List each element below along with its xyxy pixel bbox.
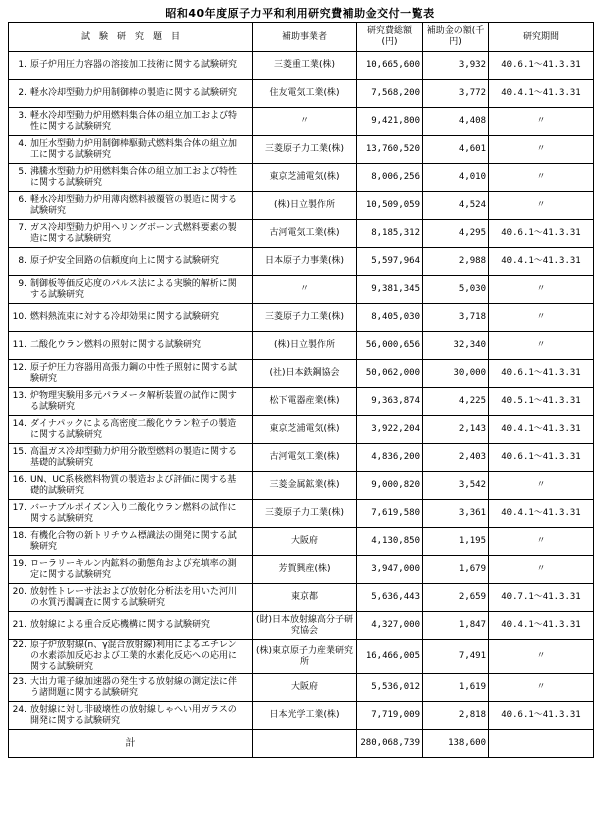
- row-cost: 5,636,443: [357, 584, 423, 612]
- row-title: ローラリーキルン内鉱料の動態角および充填率の測定に関する試験研究: [30, 558, 237, 580]
- row-amount: 4,601: [423, 136, 489, 164]
- row-title-cell: [9, 584, 253, 612]
- table-row: [9, 472, 594, 500]
- row-title-cell: [9, 388, 253, 416]
- row-period: 〃: [489, 164, 594, 192]
- row-number: 18.: [12, 530, 27, 541]
- table-row: [9, 220, 594, 248]
- row-cost: 3,947,000: [357, 556, 423, 584]
- row-amount: 2,988: [423, 248, 489, 276]
- row-org: 〃: [253, 276, 357, 304]
- row-number: 20.: [12, 586, 27, 597]
- row-org: 三菱原子力工業(株): [253, 500, 357, 528]
- row-title: 制御板等価反応度のパルス法による実験的解析に関する試験研究: [30, 278, 237, 300]
- row-number: 8.: [18, 256, 27, 266]
- table-row: [9, 304, 594, 332]
- row-amount: 4,225: [423, 388, 489, 416]
- row-org: (社)日本鉄鋼協会: [253, 360, 357, 388]
- row-title: 軽水冷却型動力炉用制御棒の製造に関する試験研究: [30, 88, 238, 98]
- row-period: 40.4.1～41.3.31: [489, 248, 594, 276]
- row-number: 14.: [12, 418, 27, 429]
- row-title: 原子炉用圧力容器の溶接加工技術に関する試験研究: [30, 60, 238, 70]
- row-title: 原子炉安全回路の信頼度向上に関する試験研究: [30, 256, 220, 266]
- row-number: 19.: [12, 558, 27, 569]
- row-title: 大出力電子線加速器の発生する放射線の測定法に伴う諸問題に関する試験研究: [30, 676, 238, 698]
- header-row: [9, 23, 594, 52]
- row-amount: 2,818: [423, 702, 489, 730]
- row-title-cell: [9, 164, 253, 192]
- row-title-cell: [9, 360, 253, 388]
- row-title-cell: [9, 276, 253, 304]
- row-cost: 9,421,800: [357, 108, 423, 136]
- row-title: 放射線による重合反応機構に関する試験研究: [30, 620, 211, 630]
- row-cost: 50,062,000: [357, 360, 423, 388]
- row-org: 住友電気工業(株): [253, 80, 357, 108]
- row-amount: 3,772: [423, 80, 489, 108]
- row-amount: 3,361: [423, 500, 489, 528]
- table-row: [9, 416, 594, 444]
- row-title-cell: [9, 304, 253, 332]
- row-period: 〃: [489, 192, 594, 220]
- row-title: 原子炉圧力容器用高張力鋼の中性子照射に関する試験研究: [30, 362, 238, 384]
- row-title-cell: [9, 612, 253, 640]
- row-period: 40.6.1～41.3.31: [489, 444, 594, 472]
- row-cost: 3,922,204: [357, 416, 423, 444]
- row-cost: 9,363,874: [357, 388, 423, 416]
- total-label: 計: [9, 730, 253, 758]
- row-number: 2.: [18, 88, 27, 98]
- row-number: 1.: [18, 60, 27, 70]
- row-org: (株)日立製作所: [253, 192, 357, 220]
- row-cost: 7,619,580: [357, 500, 423, 528]
- row-period: 〃: [489, 276, 594, 304]
- row-title-cell: [9, 332, 253, 360]
- page-title: 昭和40年度原子力平和利用研究費補助金交付一覧表: [165, 7, 435, 20]
- table-row: [9, 52, 594, 80]
- row-title: 軽水冷却型動力炉用燃料集合体の組立加工および特性に関する試験研究: [30, 110, 238, 132]
- row-cost: 9,381,345: [357, 276, 423, 304]
- row-period: 〃: [489, 556, 594, 584]
- row-period: 〃: [489, 640, 594, 674]
- row-org: 日本原子力事業(株): [253, 248, 357, 276]
- row-period: 〃: [489, 472, 594, 500]
- row-title-cell: [9, 674, 253, 702]
- row-title: 原子炉放射線(n、γ混合放射線)利用によるエチレンの水素添加反応および工業的水素化反応への応用に関する試験研究: [30, 640, 238, 672]
- row-period: 〃: [489, 108, 594, 136]
- row-period: 40.4.1～41.3.31: [489, 612, 594, 640]
- row-period: 40.7.1～41.3.31: [489, 584, 594, 612]
- total-period-empty: [489, 730, 594, 758]
- table-row: [9, 360, 594, 388]
- table-row: [9, 108, 594, 136]
- row-org: 芳賀興産(株): [253, 556, 357, 584]
- row-amount: 3,932: [423, 52, 489, 80]
- row-cost: 9,000,820: [357, 472, 423, 500]
- table-row: [9, 276, 594, 304]
- row-period: 〃: [489, 528, 594, 556]
- row-number: 4.: [18, 138, 27, 149]
- header-org: 補助事業者: [253, 23, 357, 52]
- table-row: [9, 192, 594, 220]
- table-row: [9, 80, 594, 108]
- table-row: [9, 528, 594, 556]
- row-number: 17.: [12, 502, 27, 513]
- row-amount: 5,030: [423, 276, 489, 304]
- row-org: 東京芝浦電気(株): [253, 164, 357, 192]
- total-org-empty: [253, 730, 357, 758]
- table-row: [9, 674, 594, 702]
- row-org: 松下電器産業(株): [253, 388, 357, 416]
- row-org: 三菱原子力工業(株): [253, 136, 357, 164]
- row-title: ダイナパックによる高密度二酸化ウラン粒子の製造に関する試験研究: [30, 418, 237, 440]
- row-title-cell: [9, 192, 253, 220]
- row-title: 炉物理実験用多元パラメータ解析装置の試作に関する試験研究: [30, 390, 237, 412]
- row-amount: 1,679: [423, 556, 489, 584]
- row-amount: 3,542: [423, 472, 489, 500]
- row-title: UN、UC系核燃料物質の製造および評価に関する基礎的試験研究: [30, 474, 237, 496]
- row-org: 古河電気工業(株): [253, 444, 357, 472]
- row-cost: 16,466,005: [357, 640, 423, 674]
- row-cost: 8,185,312: [357, 220, 423, 248]
- row-org: 日本光学工業(株): [253, 702, 357, 730]
- row-org: 東京都: [253, 584, 357, 612]
- row-title: 軽水冷却型動力炉用薄肉燃料被覆管の製造に関する試験研究: [30, 194, 238, 216]
- row-number: 5.: [18, 166, 27, 177]
- table-row: [9, 136, 594, 164]
- row-org: (株)日立製作所: [253, 332, 357, 360]
- row-amount: 7,491: [423, 640, 489, 674]
- row-period: 40.6.1～41.3.31: [489, 52, 594, 80]
- row-title-cell: [9, 220, 253, 248]
- row-title: 二酸化ウラン燃料の照射に関する試験研究: [30, 340, 202, 350]
- table-row: [9, 640, 594, 674]
- row-number: 16.: [12, 474, 27, 485]
- row-cost: 10,509,059: [357, 192, 423, 220]
- row-title-cell: [9, 444, 253, 472]
- row-org: 三菱重工業(株): [253, 52, 357, 80]
- row-cost: 8,006,256: [357, 164, 423, 192]
- table-row: [9, 164, 594, 192]
- table-row: [9, 388, 594, 416]
- row-period: 〃: [489, 136, 594, 164]
- row-amount: 4,295: [423, 220, 489, 248]
- row-cost: 4,836,200: [357, 444, 423, 472]
- total-row: [9, 730, 594, 758]
- table-row: [9, 584, 594, 612]
- row-title-cell: [9, 136, 253, 164]
- header-cost: 研究費総額(円): [357, 23, 423, 52]
- row-title-cell: [9, 702, 253, 730]
- row-period: 40.6.1～41.3.31: [489, 702, 594, 730]
- row-title-cell: [9, 556, 253, 584]
- row-title: 燃料熱流束に対する冷却効果に関する試験研究: [30, 312, 220, 322]
- row-cost: 5,597,964: [357, 248, 423, 276]
- row-cost: 8,405,030: [357, 304, 423, 332]
- row-title: 放射線に対し非破壊性の放射線しゃへい用ガラスの開発に関する試験研究: [30, 704, 237, 726]
- row-period: 〃: [489, 674, 594, 702]
- table-row: [9, 612, 594, 640]
- row-title-cell: [9, 248, 253, 276]
- row-title: 放射性トレーサ法および放射化分析法を用いた河川の水質汚濁調査に関する試験研究: [30, 586, 238, 608]
- header-period: 研究期間: [489, 23, 594, 52]
- row-amount: 2,403: [423, 444, 489, 472]
- row-title-cell: [9, 528, 253, 556]
- row-title: ガス冷却型動力炉用ヘリングボーン式燃料要素の製造に関する試験研究: [30, 222, 237, 244]
- row-title: 加圧水型動力炉用制御棒駆動式燃料集合体の組立加工に関する試験研究: [30, 138, 238, 160]
- row-number: 3.: [18, 110, 27, 121]
- row-number: 13.: [12, 390, 27, 401]
- row-period: 〃: [489, 332, 594, 360]
- row-number: 22.: [12, 640, 27, 650]
- row-number: 7.: [18, 222, 27, 233]
- row-org: 三菱原子力工業(株): [253, 304, 357, 332]
- row-period: 40.6.1～41.3.31: [489, 220, 594, 248]
- row-amount: 3,718: [423, 304, 489, 332]
- row-title-cell: [9, 416, 253, 444]
- row-org: 三菱金属鉱業(株): [253, 472, 357, 500]
- table-row: [9, 248, 594, 276]
- row-amount: 4,408: [423, 108, 489, 136]
- table-row: [9, 556, 594, 584]
- row-title-cell: [9, 80, 253, 108]
- row-amount: 1,847: [423, 612, 489, 640]
- row-title: 沸騰水型動力炉用燃料集合体の組立加工および特性に関する試験研究: [30, 166, 238, 188]
- row-org: 大阪府: [253, 674, 357, 702]
- row-org: 古河電気工業(株): [253, 220, 357, 248]
- table-body: [9, 52, 594, 730]
- table-row: [9, 500, 594, 528]
- row-cost: 7,719,009: [357, 702, 423, 730]
- row-title: 有機化合物の新トリチウム標識法の開発に関する試験研究: [30, 530, 237, 552]
- row-org: 大阪府: [253, 528, 357, 556]
- row-amount: 30,000: [423, 360, 489, 388]
- row-title: バーナブルポイズン入り二酸化ウラン燃料の試作に関する試験研究: [30, 502, 237, 524]
- row-title-cell: [9, 108, 253, 136]
- row-period: 40.4.1～41.3.31: [489, 500, 594, 528]
- row-period: 40.5.1～41.3.31: [489, 388, 594, 416]
- row-period: 〃: [489, 304, 594, 332]
- row-amount: 32,340: [423, 332, 489, 360]
- total-cost: 280,068,739: [357, 730, 423, 758]
- header-amount: 補助金の額(千円): [423, 23, 489, 52]
- grant-table: [8, 22, 594, 758]
- header-title: 試 験 研 究 題 目: [9, 23, 253, 52]
- row-title-cell: [9, 500, 253, 528]
- row-cost: 10,665,600: [357, 52, 423, 80]
- total-amount: 138,600: [423, 730, 489, 758]
- row-number: 21.: [12, 620, 27, 630]
- table-row: [9, 332, 594, 360]
- row-cost: 4,327,000: [357, 612, 423, 640]
- row-number: 12.: [12, 362, 27, 373]
- row-period: 40.6.1～41.3.31: [489, 360, 594, 388]
- row-number: 6.: [18, 194, 27, 205]
- row-org: (株)東京原子力産業研究所: [253, 640, 357, 674]
- row-amount: 4,524: [423, 192, 489, 220]
- row-org: 東京芝浦電気(株): [253, 416, 357, 444]
- row-number: 9.: [18, 278, 27, 289]
- row-period: 40.4.1～41.3.31: [489, 416, 594, 444]
- row-amount: 4,010: [423, 164, 489, 192]
- table-row: [9, 702, 594, 730]
- row-cost: 56,000,656: [357, 332, 423, 360]
- row-title-cell: [9, 52, 253, 80]
- row-title-cell: [9, 472, 253, 500]
- row-title: 高温ガス冷却型動力炉用分散型燃料の製造に関する基礎的試験研究: [30, 446, 238, 468]
- row-period: 40.4.1～41.3.31: [489, 80, 594, 108]
- row-number: 23.: [12, 676, 27, 687]
- row-cost: 7,568,200: [357, 80, 423, 108]
- row-amount: 2,143: [423, 416, 489, 444]
- row-title-cell: [9, 640, 253, 674]
- table-row: [9, 444, 594, 472]
- row-cost: 13,760,520: [357, 136, 423, 164]
- row-number: 24.: [12, 704, 27, 715]
- row-number: 10.: [12, 312, 27, 322]
- row-number: 11.: [12, 340, 27, 350]
- row-amount: 2,659: [423, 584, 489, 612]
- row-amount: 1,619: [423, 674, 489, 702]
- row-org: (財)日本放射線高分子研究協会: [253, 612, 357, 640]
- row-cost: 4,130,850: [357, 528, 423, 556]
- row-number: 15.: [12, 446, 27, 457]
- row-org: 〃: [253, 108, 357, 136]
- row-amount: 1,195: [423, 528, 489, 556]
- row-cost: 5,536,012: [357, 674, 423, 702]
